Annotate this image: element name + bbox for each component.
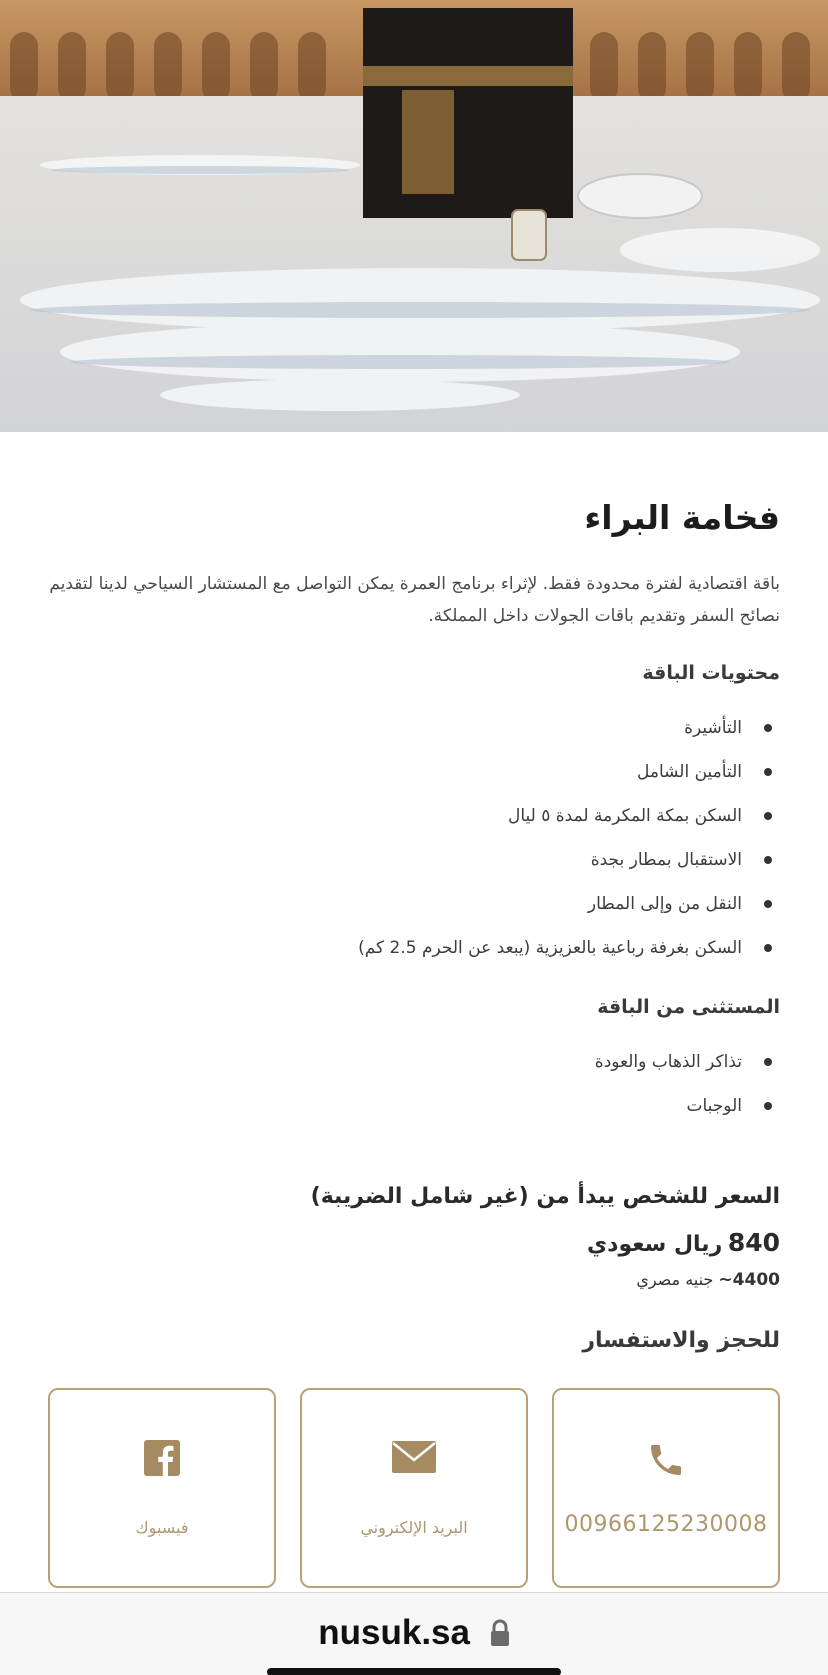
- email-label: البريد الإلكتروني: [360, 1518, 468, 1537]
- phone-number: 00966125230008: [564, 1512, 768, 1537]
- bullet: [764, 856, 772, 864]
- excluded-list: [48, 1040, 780, 1128]
- price-egp: [636, 1270, 780, 1290]
- price-amount: 840: [727, 1228, 780, 1257]
- list-item: السكن بمكة المكرمة لمدة ٥ ليال: [48, 794, 780, 838]
- list-item: الاستقبال بمطار بجدة: [48, 838, 780, 882]
- kaaba-illustration: [0, 0, 828, 432]
- envelope-icon: [391, 1440, 437, 1474]
- list-item: التأمين الشامل: [48, 750, 780, 794]
- list-item: التأشيرة: [48, 706, 780, 750]
- price-heading: السعر للشخص يبدأ من (غير شامل الضريبة): [310, 1184, 780, 1209]
- bullet: [764, 812, 772, 820]
- list-item: الوجبات: [48, 1084, 780, 1128]
- phone-contact-button[interactable]: [552, 1388, 780, 1588]
- price-alt-amount: 4400~: [718, 1270, 780, 1290]
- hero-image: [0, 0, 828, 432]
- list-item: السكن بغرفة رباعية بالعزيزية (يبعد عن الحرم 2.5 كم): [48, 926, 780, 970]
- address-display[interactable]: [0, 1611, 828, 1653]
- price-currency: ريال سعودي: [587, 1232, 723, 1257]
- bullet: [764, 944, 772, 952]
- contents-list: [48, 706, 780, 970]
- bullet: [764, 724, 772, 732]
- package-title: فخامة البراء: [584, 498, 780, 537]
- browser-address-bar[interactable]: [0, 1592, 828, 1675]
- list-item: النقل من وإلى المطار: [48, 882, 780, 926]
- facebook-icon: [144, 1440, 180, 1476]
- price-alt-currency: جنيه مصري: [636, 1270, 714, 1289]
- bullet: [764, 900, 772, 908]
- booking-heading: للحجز والاستفسار: [582, 1328, 780, 1353]
- bullet: [764, 1102, 772, 1110]
- package-description: باقة اقتصادية لفترة محدودة فقط. لإثراء برنامج العمرة يمكن التواصل مع المستشار السياحي لدينا لتقديم نصائح السفر وتقديم باقات الجولات داخل المملكة.: [49, 574, 780, 626]
- contents-heading: محتويات الباقة: [642, 662, 780, 684]
- email-contact-button[interactable]: [300, 1388, 528, 1588]
- bullet: [764, 1058, 772, 1066]
- host-name: nusuk.sa: [318, 1612, 470, 1652]
- facebook-label: فيسبوك: [135, 1518, 189, 1537]
- facebook-contact-button[interactable]: [48, 1388, 276, 1588]
- bullet: [764, 768, 772, 776]
- lock-icon: [490, 1619, 510, 1647]
- price-sar: [587, 1228, 780, 1257]
- list-item: تذاكر الذهاب والعودة: [48, 1040, 780, 1084]
- excluded-heading: المستثنى من الباقة: [597, 996, 780, 1018]
- home-indicator: [267, 1668, 561, 1675]
- phone-icon: [646, 1440, 686, 1480]
